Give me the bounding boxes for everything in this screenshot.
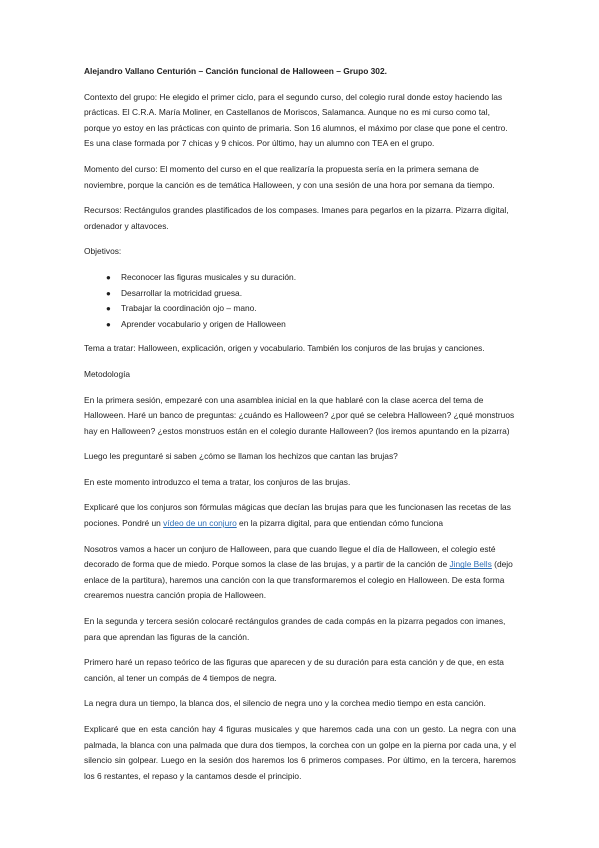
list-item xyxy=(84,317,516,333)
document-title: Alejandro Vallano Centurión – Canción funcional de Halloween – Grupo 302. xyxy=(84,66,387,76)
bullet-icon: ● xyxy=(106,304,111,314)
paragraph-conjuro-halloween xyxy=(84,542,516,604)
list-item-text: Trabajar la coordinación ojo – mano. xyxy=(121,303,257,314)
paragraph-recursos: Recursos: Rectángulos grandes plastificados de los compases. Imanes para pegarlos en la pizarra. Pizarra digital, ordenador y altavoces. xyxy=(84,205,509,231)
objetivos-list xyxy=(84,270,516,332)
paragraph-repaso-teorico: Primero haré un repaso teórico de las figuras que aparecen y de su duración para esta canción y de que, en esta canción, al tener un compás de 4 tiempos de negra. xyxy=(84,657,504,683)
paragraph-tema: Tema a tratar: Halloween, explicación, origen y vocabulario. También los conjuros de las brujas y canciones. xyxy=(84,343,485,354)
metodologia-heading: Metodología xyxy=(84,368,131,379)
bullet-icon: ● xyxy=(106,272,111,282)
objetivos-heading: Objetivos: xyxy=(84,246,122,257)
paragraph-pregunta-hechizos: Luego les preguntaré si saben ¿cómo se llaman los hechizos que cantan las brujas? xyxy=(84,451,398,462)
video-conjuro-link[interactable]: vídeo de un conjuro xyxy=(163,518,237,529)
paragraph-text: en la pizarra digital, para que entiendan cómo funciona xyxy=(236,518,443,529)
paragraph-introduccion-tema: En este momento introduzco el tema a tratar, los conjuros de las brujas. xyxy=(84,476,351,487)
paragraph-text: Explicaré que los conjuros son fórmulas mágicas que decían las brujas para que les funcionasen las recetas de las pociones. Pondré un xyxy=(84,502,511,529)
list-item-text: Desarrollar la motricidad gruesa. xyxy=(121,287,243,298)
bullet-icon: ● xyxy=(106,288,111,298)
paragraph-conjuros xyxy=(84,500,516,531)
paragraph-momento: Momento del curso: El momento del curso en el que realizaría la propuesta sería en la primera semana de noviembre, porque la canción es de temática Halloween, y con una sesión de una hora por semana da tiempo. xyxy=(84,163,495,190)
list-item-text: Reconocer las figuras musicales y su duración. xyxy=(121,271,297,282)
bullet-icon: ● xyxy=(106,319,111,329)
list-item-text: Aprender vocabulario y origen de Halloween xyxy=(121,318,286,329)
paragraph-duraciones: La negra dura un tiempo, la blanca dos, el silencio de negra uno y la corchea medio tiempo en esta canción. xyxy=(84,698,486,709)
jingle-bells-link[interactable]: Jingle Bells xyxy=(449,559,492,570)
paragraph-contexto: Contexto del grupo: He elegido el primer ciclo, para el segundo curso, del colegio rural donde estoy haciendo las prácticas. El C.R.A. María Moliner, en Castellanos de Moriscos, Salamanca. Aunque no es mi curso como tal, porque yo estoy en las prácticas con quinto de primaria. Son 16 alumnos, el máximo por clase que pone el centro. Es una clase formada por 7 chicas y 9 chicos. Por último, hay un alumno con TEA en el grupo. xyxy=(84,91,508,149)
paragraph-gestos: Explicaré que en esta canción hay 4 figuras musicales y que haremos cada una con un gesto. La negra con una palmada, la blanca con una palmada que dura dos tiempos, la corchea con un golpe en la pierna por cada una, y el silencio sin golpear. Luego en la sesión dos haremos los 6 primeros compases. Por último, en la tercera, haremos los 6 restantes, el repaso y la cantamos desde el principio. xyxy=(84,724,516,781)
list-item xyxy=(84,301,516,317)
paragraph-text: (dejo enlace de la partitura), haremos una canción con la que transformaremos el colegio en Halloween. De esta forma crearemos nuestra canción propia de Halloween. xyxy=(84,559,513,601)
list-item xyxy=(84,286,516,302)
paragraph-sesiones-2-3: En la segunda y tercera sesión colocaré rectángulos grandes de cada compás en la pizarra pegados con imanes, para que aprendan las figuras de la canción. xyxy=(84,616,506,642)
paragraph-text: Nosotros vamos a hacer un conjuro de Halloween, para que cuando llegue el día de Halloween, el colegio esté decorado de forma que de miedo. Porque somos la clase de las brujas, y a partir de la canción de xyxy=(84,543,496,570)
list-item xyxy=(84,270,516,286)
paragraph-sesion-1: En la primera sesión, empezaré con una asamblea inicial en la que hablaré con la clase acerca del tema de Halloween. Haré un banco de preguntas: ¿cuándo es Halloween? ¿por qué se celebra Halloween? ¿qué monstruos hay en Halloween? ¿estos monstruos están en el colegio durante Halloween? (los iremos apuntando en la pizarra) xyxy=(84,394,515,436)
